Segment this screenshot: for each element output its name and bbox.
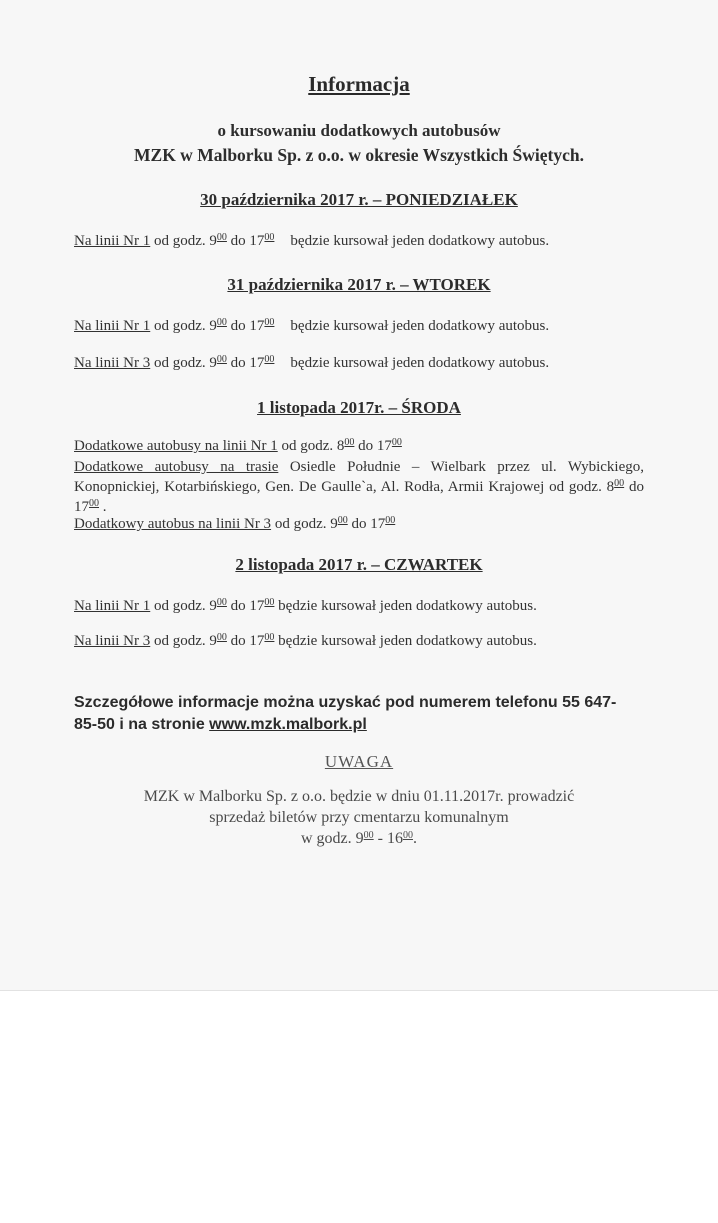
time-sup: 00 [216,317,227,328]
time-sup: 00 [264,597,275,608]
notice-heading: UWAGA [324,752,394,771]
entry-link: Dodatkowy autobus na linii Nr 3 [74,516,272,532]
entry-link: Na linii Nr 1 [74,233,151,249]
entry-time-to: do 17 [226,598,265,614]
day-heading-2-november: 2 listopada 2017 r. – CZWARTEK [235,555,483,574]
entry-description: będzie kursował jeden dodatkowy autobus. [290,233,550,249]
notice-time-to: - 16 [373,830,403,847]
time-sup: 00 [363,830,374,841]
entry-time-to: do 17 [226,233,265,249]
entry-time-to: do 17 [347,516,386,532]
entry-1nov-line3 [74,514,674,535]
entry-time-from: od godz. 9 [150,355,217,371]
entry-time-from: od godz. 8 [277,438,345,454]
day-heading-31-october: 31 października 2017 r. – WTOREK [227,275,491,294]
entry-30oct-line1 [74,231,674,252]
entry-description: będzie kursował jeden dodatkowy autobus. [290,318,550,334]
time-sup: 00 [391,437,402,448]
day-heading-30-october: 30 października 2017 r. – PONIEDZIAŁEK [200,190,518,209]
time-sup: 00 [216,354,227,365]
entry-time-from: od godz. 9 [150,318,217,334]
time-sup: 00 [264,632,275,643]
entry-1nov-route [74,457,644,517]
day-heading-1-november: 1 listopada 2017r. – ŚRODA [257,398,461,417]
time-sup: 00 [216,632,227,643]
entry-link: Na linii Nr 1 [74,318,151,334]
entry-description: będzie kursował jeden dodatkowy autobus. [290,355,550,371]
entry-time-from: od godz. 9 [271,516,338,532]
entry-link: Na linii Nr 1 [74,598,151,614]
contact-info-text: Szczegółowe informacje można uzyskać pod numerem telefonu 55 647-85-50 i na stronie [74,694,617,733]
time-sup: 00 [264,354,275,365]
time-sup: 00 [344,437,355,448]
entry-time-from: od godz. 9 [150,233,217,249]
time-sup: 00 [264,317,275,328]
entry-link: Dodatkowe autobusy na trasie [74,459,279,475]
entry-time-to: do 17 [226,355,265,371]
entry-end: . [99,499,107,515]
website-link[interactable]: www.mzk.malbork.pl [209,716,367,733]
entry-time-from: od godz. 9 [150,598,217,614]
time-sup: 00 [337,515,348,526]
time-sup: 00 [264,232,275,243]
time-sup: 00 [385,515,396,526]
document-title: Informacja [308,72,410,96]
notice-time-from: w godz. 9 [301,830,364,847]
contact-info [74,692,634,736]
subtitle-line-1: o kursowaniu dodatkowych autobusów [217,121,501,140]
time-sup: 00 [89,498,99,509]
entry-time-to: do 17 [74,479,644,515]
entry-time-to: do 17 [354,438,392,454]
notice-line-2: sprzedaż biletów przy cmentarzu komunalnym [209,809,509,826]
notice-end: . [412,830,417,847]
entry-2nov-line1 [74,596,674,617]
entry-31oct-line1 [74,316,674,337]
entry-2nov-line2 [74,631,614,652]
entry-description: będzie kursował jeden dodatkowy autobus. [274,598,537,614]
entry-link: Na linii Nr 3 [74,355,151,371]
entry-time-from: od godz. 9 [150,633,217,649]
entry-time-to: do 17 [226,633,265,649]
entry-description: będzie kursował jeden dodatkowy autobus. [274,633,537,649]
entry-time-to: do 17 [226,318,265,334]
entry-link: Na linii Nr 3 [74,633,151,649]
time-sup: 00 [216,232,227,243]
entry-link: Dodatkowe autobusy na linii Nr 1 [74,438,278,454]
time-sup: 00 [216,597,227,608]
entry-1nov-line1 [74,436,674,457]
entry-route-description: Osiedle Południe – Wielbark przez ul. Wybickiego, Konopnickiej, Kotarbińskiego, Gen. De Gaulle`a, Al. Rodła, Armii Krajowej od godz. 8 [74,459,644,495]
notice-line-1: MZK w Malborku Sp. z o.o. będzie w dniu 01.11.2017r. prowadzić [143,788,575,805]
notice-line-3 [0,828,718,849]
time-sup: 00 [614,478,625,489]
subtitle-line-2: MZK w Malborku Sp. z o.o. w okresie Wszystkich Świętych. [134,145,584,165]
notice-body [0,786,718,849]
entry-31oct-line3 [74,353,574,374]
time-sup: 00 [402,830,413,841]
